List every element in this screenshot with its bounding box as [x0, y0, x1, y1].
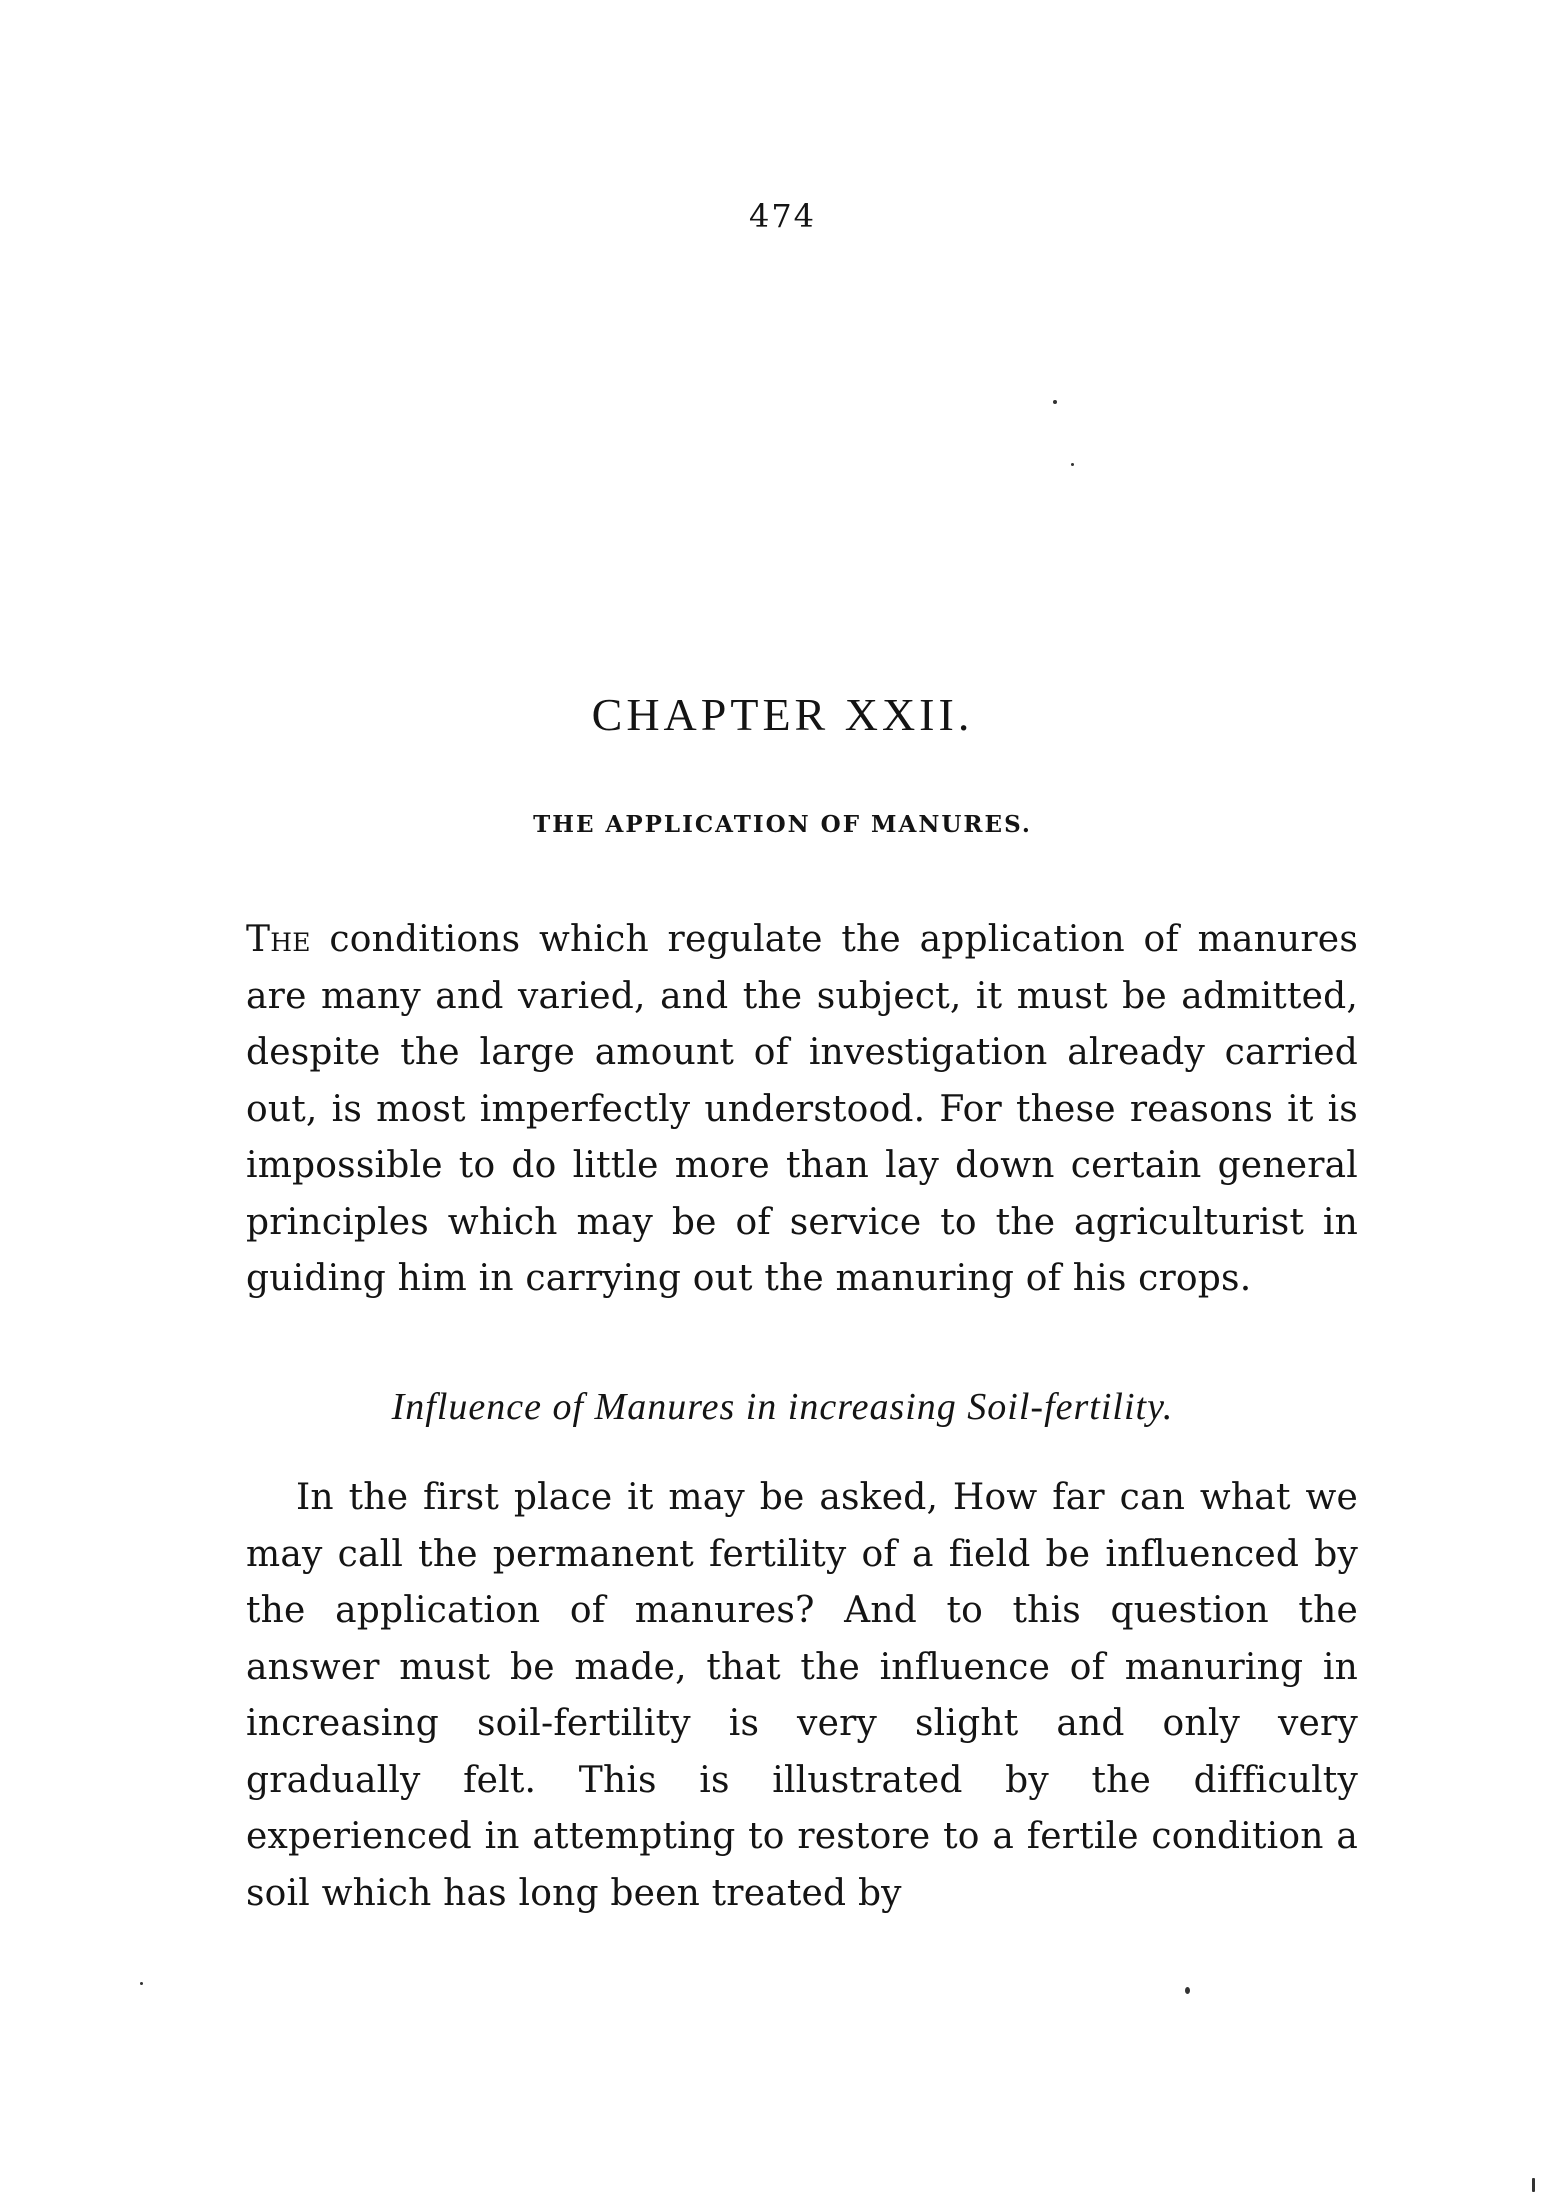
- page-number: 474: [748, 197, 817, 235]
- chapter-subtitle: THE APPLICATION OF MANURES.: [533, 811, 1032, 838]
- section-heading: Influence of Manures in increasing Soil-fertility.: [391, 1386, 1174, 1428]
- scan-speck: [1185, 1987, 1190, 1994]
- scan-speck: [1071, 463, 1074, 466]
- scan-speck: [1053, 400, 1057, 404]
- scan-speck: [1532, 2178, 1535, 2192]
- scan-speck: [140, 1982, 143, 1985]
- paragraph-first-word: The: [246, 919, 311, 960]
- paragraph-intro: [246, 912, 1358, 1308]
- paragraph-section: In the first place it may be asked, How far can what we may call the permanent fertility of a field be influenced by the application of manures? And to this question the answer must be made, that the influence of manuring in increasing soil-fertility is very slight and only very gradually felt. This is illustrated by the difficulty experienced in attempting to restore to a fertile condition a soil which has long been treated by: [246, 1477, 1358, 1914]
- paragraph-intro-text: conditions which regulate the application of manures are many and varied, and the subject, it must be admitted, despite the large amount of investigation already carried out, is most imperfectly understood. For these reasons it is impossible to do little more than lay down certain general principles which may be of service to the agriculturist in guiding him in carrying out the manuring of his crops.: [246, 919, 1358, 1299]
- chapter-title: CHAPTER XXII.: [591, 689, 974, 740]
